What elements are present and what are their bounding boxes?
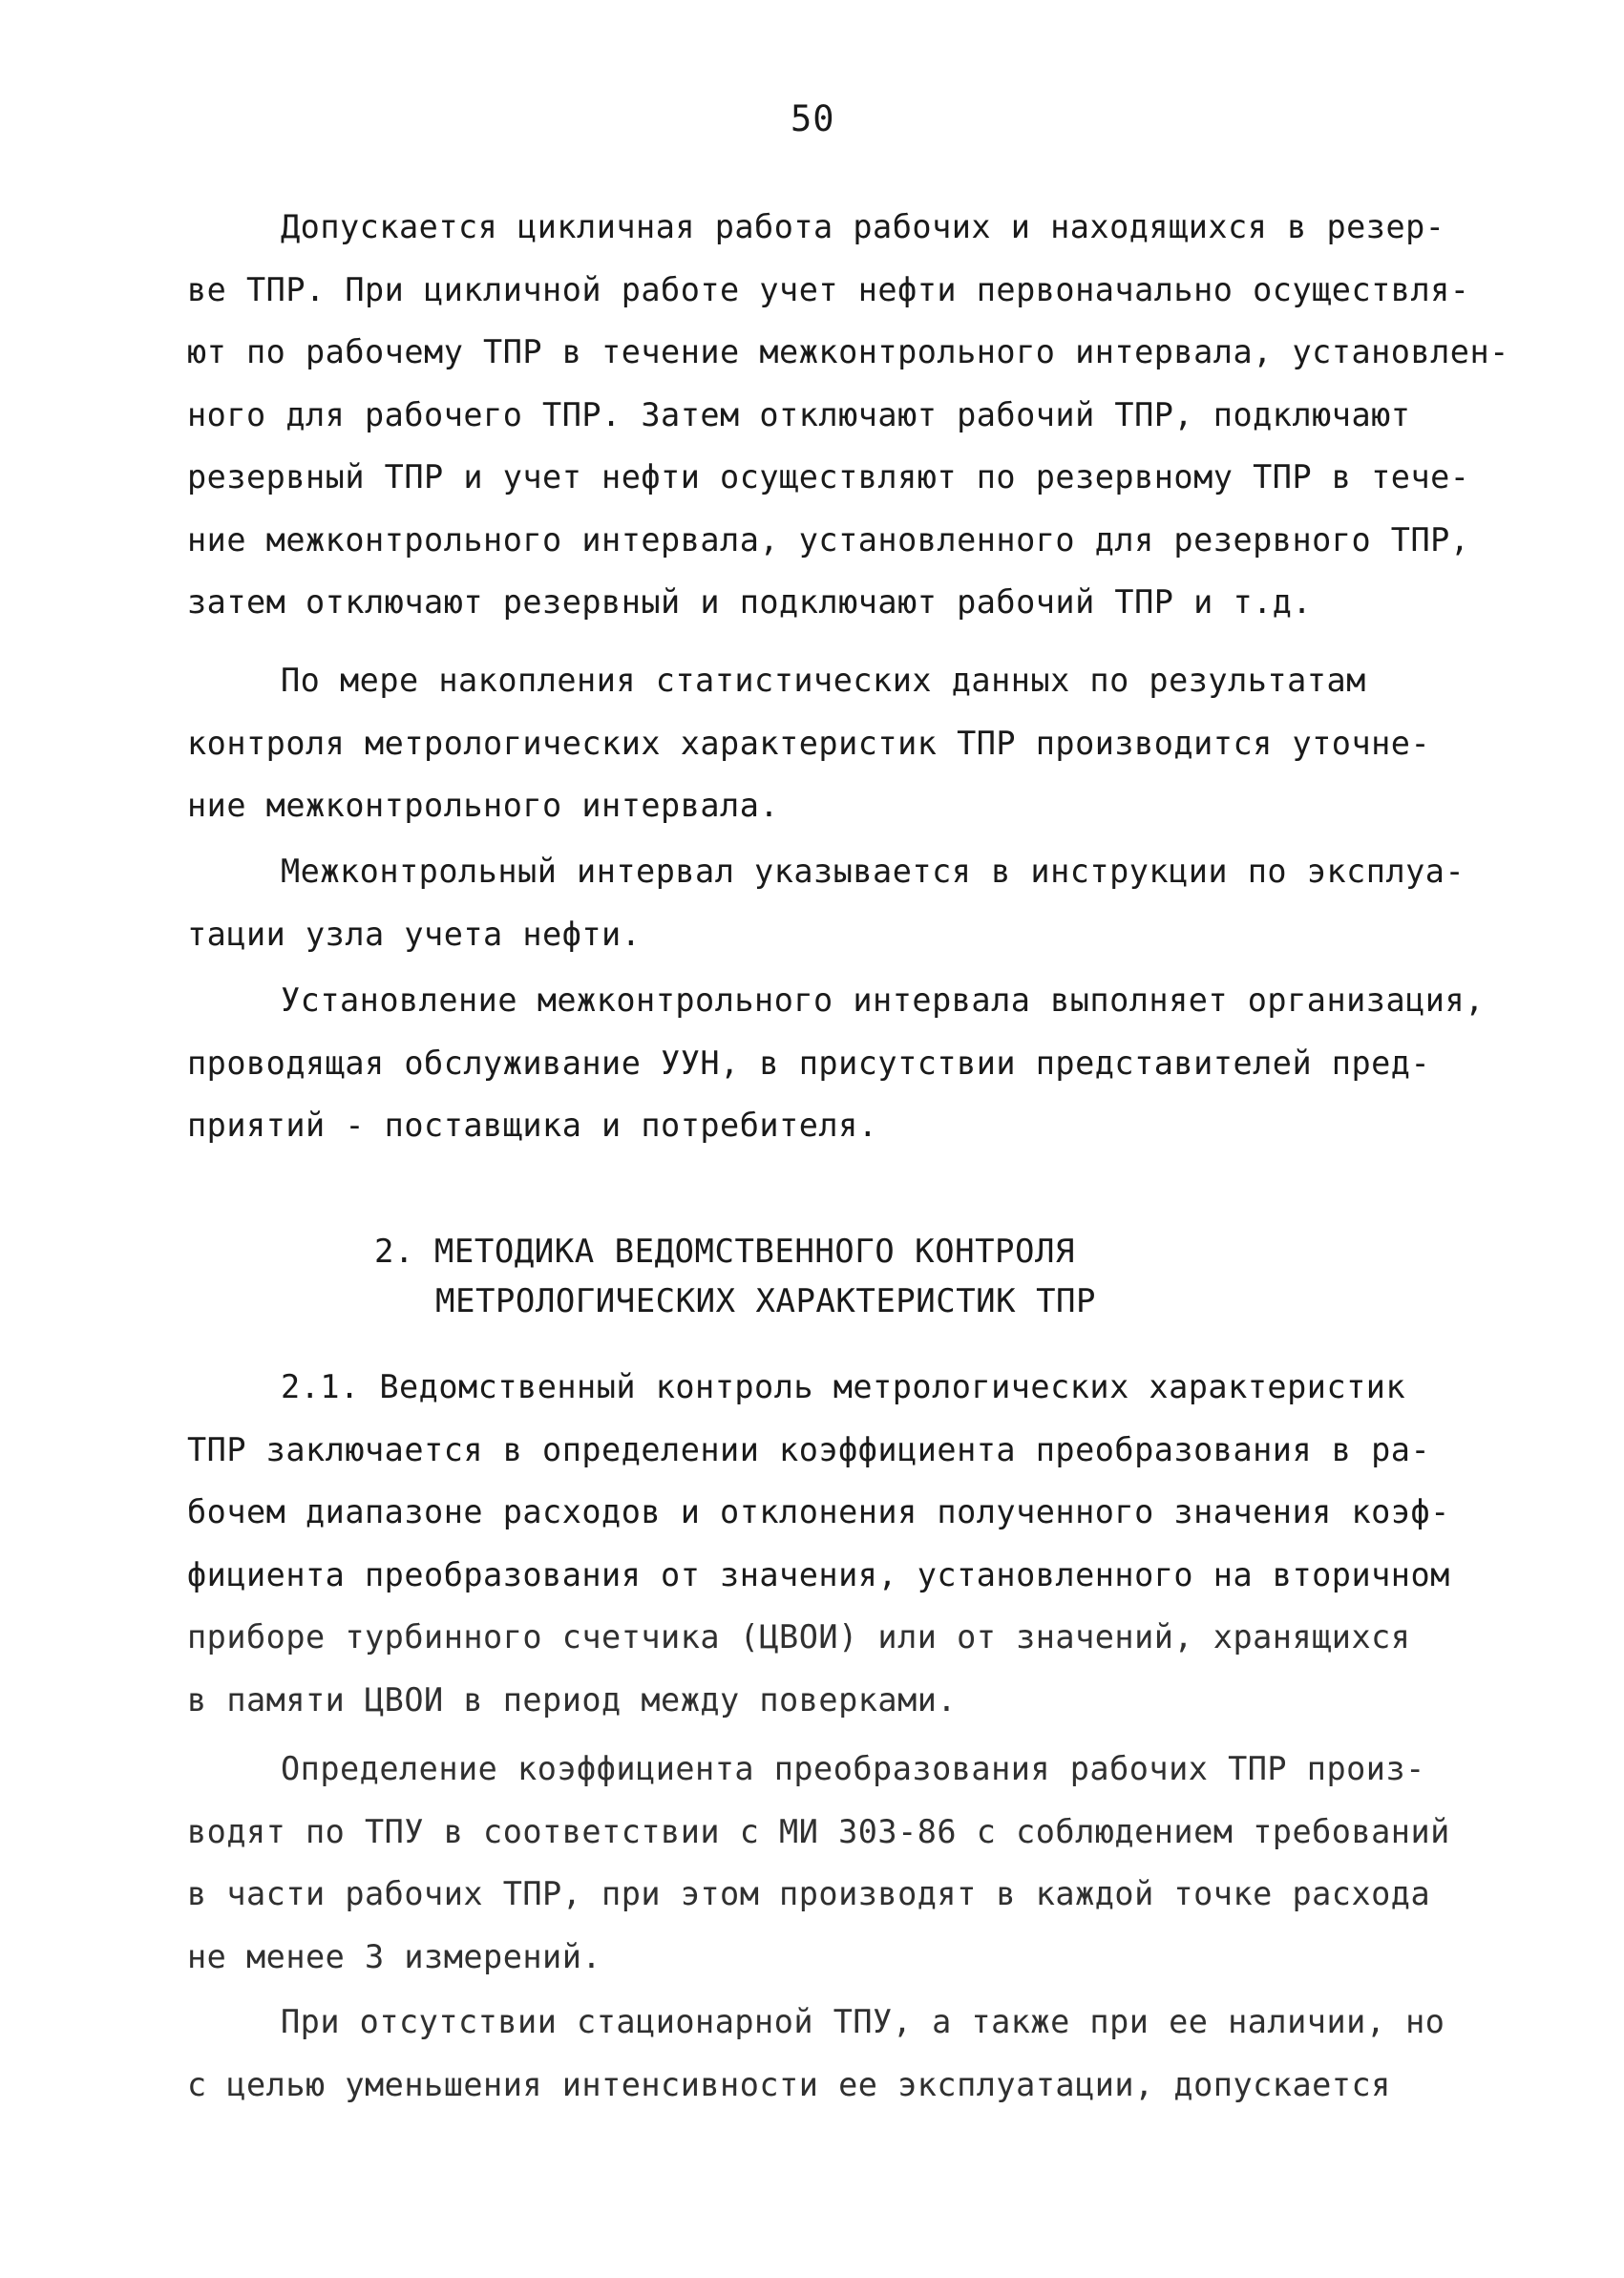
text-line: ют по рабочему ТПР в течение межконтрольного интервала, установлен- xyxy=(187,333,1509,370)
text-line: резервный ТПР и учет нефти осуществляют по резервному ТПР в тече- xyxy=(187,458,1470,496)
text-line: в памяти ЦВОИ в период между поверками. xyxy=(187,1680,958,1719)
text-line: тации узла учета нефти. xyxy=(187,915,642,953)
text-line: ного для рабочего ТПР. Затем отключают рабочий ТПР, подключают xyxy=(187,395,1411,433)
text-line: ние межконтрольного интервала. xyxy=(187,787,780,824)
text-line: приятий - поставщика и потребителя. xyxy=(187,1107,878,1144)
paragraph-interval-establishment xyxy=(187,969,1486,1157)
text-line: фициента преобразования от значения, установленного на вторичном xyxy=(187,1555,1450,1593)
text-line: ние межконтрольного интервала, установленного для резервного ТПР, xyxy=(187,520,1470,559)
text-line: Определение коэффициента преобразования рабочих ТПР произ- xyxy=(281,1750,1425,1787)
section-heading-line-2: МЕТРОЛОГИЧЕСКИХ ХАРАКТЕРИСТИК ТПР xyxy=(435,1282,1097,1320)
text-line: бочем диапазоне расходов и отклонения полученного значения коэф- xyxy=(187,1493,1450,1530)
section-heading xyxy=(187,1227,1486,1326)
text-line: ТПР заключается в определении коэффициента преобразования в ра- xyxy=(187,1430,1431,1468)
paragraph-absence-of-tpu xyxy=(187,1991,1486,2116)
text-line: в части рабочих ТПР, при этом производят в каждой точке расхода xyxy=(187,1875,1431,1912)
text-line: контроля метрологических характеристик ТПР производится уточне- xyxy=(187,724,1431,762)
paragraph-interval-instruction xyxy=(187,840,1486,965)
text-line: водят по ТПУ в соответствии с МИ 303-86 с соблюдением требований xyxy=(187,1812,1450,1850)
text-line: с целью уменьшения интенсивности ее эксплуатации, допускается xyxy=(187,2065,1391,2103)
paragraph-interval-refinement xyxy=(187,649,1486,837)
text-line: По мере накопления статистических данных по результатам xyxy=(281,662,1366,699)
text-line: ве ТПР. При цикличной работе учет нефти первоначально осуществля- xyxy=(187,270,1470,308)
text-line: Допускается цикличная работа рабочих и находящихся в резер- xyxy=(281,208,1445,245)
paragraph-coefficient-determination xyxy=(187,1738,1486,1988)
page-number: 50 xyxy=(791,98,835,139)
text-line: При отсутствии стационарной ТПУ, а также при ее наличии, но xyxy=(281,2003,1445,2040)
paragraph-2-1 xyxy=(187,1356,1486,1731)
section-heading-line-1: 2. МЕТОДИКА ВЕДОМСТВЕННОГО КОНТРОЛЯ xyxy=(374,1233,1075,1271)
text-line: Установление межконтрольного интервала выполняет организация, xyxy=(281,981,1485,1019)
text-line: проводящая обслуживание УУН, в присутствии представителей пред- xyxy=(187,1044,1431,1082)
text-line: приборе турбинного счетчика (ЦВОИ) или от значений, хранящихся xyxy=(187,1618,1411,1656)
text-line: затем отключают резервный и подключают рабочий ТПР и т.д. xyxy=(187,583,1313,621)
text-line: Межконтрольный интервал указывается в инструкции по эксплуа- xyxy=(281,853,1466,890)
text-line: не менее 3 измерений. xyxy=(187,1937,602,1975)
paragraph-cyclic-operation xyxy=(187,196,1509,634)
text-line: 2.1. Ведомственный контроль метрологических характеристик xyxy=(281,1368,1406,1405)
